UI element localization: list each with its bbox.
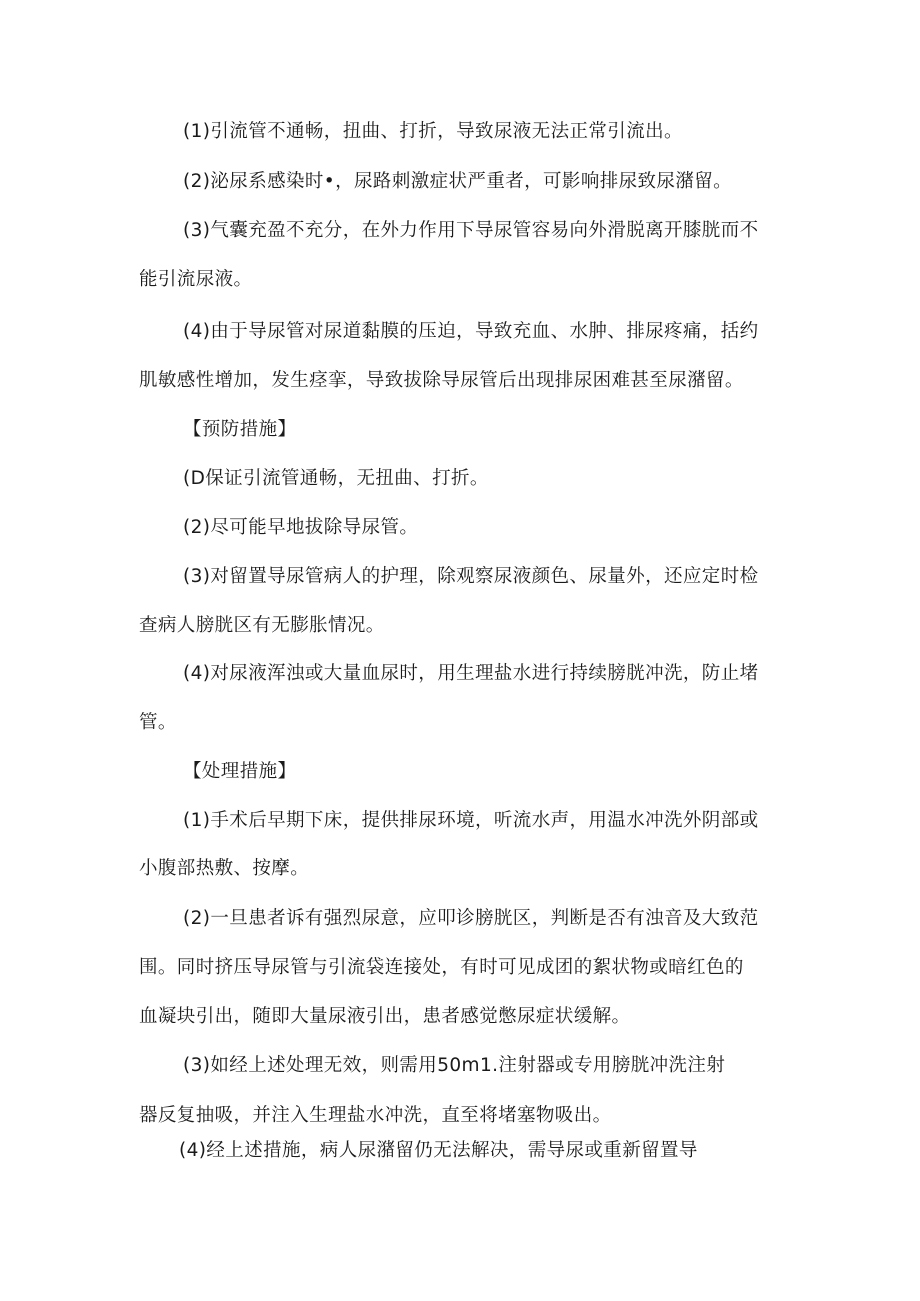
text-line: (3)如经上述处理无效，则需用50m1.注射器或专用膀胱冲洗注射 bbox=[183, 1055, 726, 1076]
text-line: (2)一旦患者诉有强烈尿意，应叩诊膀胱区，判断是否有浊音及大致范 bbox=[183, 908, 759, 929]
section-heading-prevention: 【预防措施】 bbox=[183, 419, 297, 440]
text-line: 小腹部热敷、按摩。 bbox=[139, 858, 310, 879]
text-line: (D保证引流管通畅，无扭曲、打折。 bbox=[183, 468, 489, 489]
text-line: 围。同时挤压导尿管与引流袋连接处，有时可见成团的絮状物或暗红色的 bbox=[139, 957, 744, 978]
text-line: 能引流尿液。 bbox=[139, 269, 253, 290]
text-line: 器反复抽吸，并注入生理盐水冲洗，直至将堵塞物吸出。 bbox=[139, 1105, 612, 1126]
text-line: (1)手术后早期下床，提供排尿环境，听流水声，用温水冲洗外阴部或 bbox=[183, 810, 759, 831]
text-line: 肌敏感性增加，发生痉挛，导致拔除导尿管后出现排尿困难甚至尿潴留。 bbox=[139, 370, 744, 391]
text-line: 血凝块引出，随即大量尿液引出，患者感觉憋尿症状缓解。 bbox=[139, 1006, 631, 1027]
text-line: (4)对尿液浑浊或大量血尿时，用生理盐水进行持续膀胱冲洗，防止堵 bbox=[183, 663, 759, 684]
text-line: 管。 bbox=[139, 712, 177, 733]
text-line: (2)尽可能早地拔除导尿管。 bbox=[183, 517, 419, 538]
text-line: (3)气囊充盈不充分，在外力作用下导尿管容易向外滑脱离开膝胱而不 bbox=[183, 220, 759, 241]
text-line: (4)由于导尿管对尿道黏膜的压迫，导致充血、水肿、排尿疼痛，括约 bbox=[183, 321, 759, 342]
text-line: (4)经上述措施，病人尿潴留仍无法解决，需导尿或重新留置导 bbox=[179, 1140, 698, 1161]
text-line: (3)对留置导尿管病人的护理，除观察尿液颜色、尿量外，还应定时检 bbox=[183, 566, 759, 587]
text-line: 查病人膀胱区有无膨胀情况。 bbox=[139, 615, 385, 636]
text-line: (2)泌尿系感染时•，尿路刺激症状严重者，可影响排尿致尿潴留。 bbox=[183, 171, 733, 192]
section-heading-treatment: 【处理措施】 bbox=[183, 761, 297, 782]
text-line: (1)引流管不通畅，扭曲、打折，导致尿液无法正常引流出。 bbox=[183, 121, 683, 142]
